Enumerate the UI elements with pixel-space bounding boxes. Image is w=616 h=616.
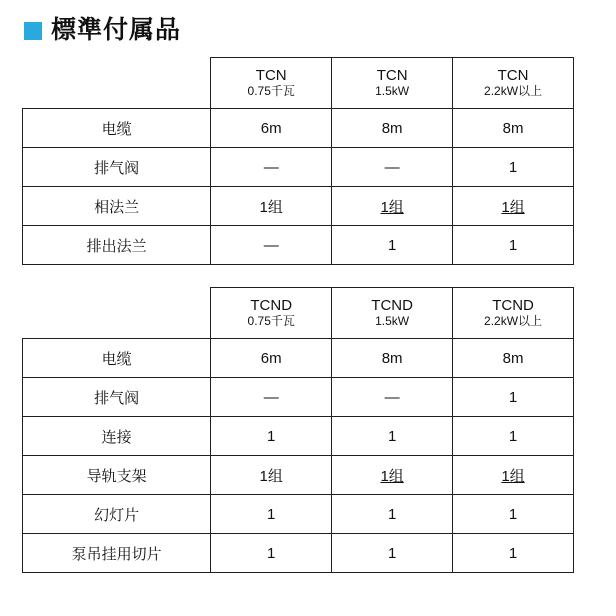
row-value: 8m (332, 339, 453, 378)
header-model-name: TCND (492, 297, 534, 315)
row-value: — (211, 226, 332, 265)
row-label: 导轨支架 (23, 456, 211, 495)
header-model-name: TCND (250, 297, 293, 315)
heading-text: 標準付属品 (51, 16, 182, 44)
row-label: 排出法兰 (23, 226, 211, 265)
row-value: 1 (211, 534, 332, 573)
header-model-name: TCN (376, 67, 408, 85)
row-label: 排气阀 (23, 148, 211, 187)
header-model-cell (453, 288, 574, 339)
row-value: 1组 (332, 456, 453, 495)
table-header-row (23, 58, 574, 109)
row-label: 电缆 (23, 339, 211, 378)
row-value: 6m (211, 109, 332, 148)
row-value: — (332, 378, 453, 417)
table-row (23, 456, 574, 495)
row-value: 1组 (211, 456, 332, 495)
header-model-rating: 0.75千瓦 (247, 83, 295, 98)
tcnd-accessories-table (22, 287, 574, 573)
table-row (23, 148, 574, 187)
row-value: 1 (332, 226, 453, 265)
row-value: 1 (453, 495, 574, 534)
row-value: 8m (453, 109, 574, 148)
row-value: 1 (453, 378, 574, 417)
table-row (23, 495, 574, 534)
table-row (23, 339, 574, 378)
tcn-accessories-table (22, 57, 574, 265)
table-row (23, 534, 574, 573)
header-model-name: TCND (371, 297, 413, 315)
header-model-rating: 2.2kW以上 (484, 313, 543, 328)
table-row (23, 109, 574, 148)
row-label: 泵吊挂用切片 (23, 534, 211, 573)
row-value: 1 (332, 495, 453, 534)
row-value: 1 (453, 226, 574, 265)
table-row (23, 226, 574, 265)
header-model-name: TCN (497, 67, 529, 85)
header-model-rating: 1.5kW (375, 313, 410, 328)
table-row (23, 187, 574, 226)
row-value: 6m (211, 339, 332, 378)
table-header-row (23, 288, 574, 339)
header-model-cell (332, 58, 453, 109)
row-value: 1组 (332, 187, 453, 226)
row-label: 幻灯片 (23, 495, 211, 534)
table-row (23, 417, 574, 456)
row-value: 1 (453, 148, 574, 187)
header-model-cell (211, 58, 332, 109)
heading-marker-icon (24, 22, 42, 40)
table-row (23, 378, 574, 417)
row-value: 1 (211, 495, 332, 534)
row-label: 排气阀 (23, 378, 211, 417)
row-value: 1组 (211, 187, 332, 226)
page-title (24, 18, 594, 43)
row-label: 相法兰 (23, 187, 211, 226)
row-value: 1组 (453, 456, 574, 495)
row-label: 连接 (23, 417, 211, 456)
row-value: 1 (211, 417, 332, 456)
header-model-cell (211, 288, 332, 339)
header-blank-cell (23, 288, 211, 339)
row-value: 1 (332, 417, 453, 456)
row-value: 8m (332, 109, 453, 148)
header-model-rating: 0.75千瓦 (247, 313, 295, 328)
header-blank-cell (23, 58, 211, 109)
header-model-name: TCN (255, 67, 287, 85)
row-value: — (332, 148, 453, 187)
header-model-rating: 1.5kW (375, 83, 410, 98)
row-value: 1 (332, 534, 453, 573)
row-value: — (211, 148, 332, 187)
row-value: — (211, 378, 332, 417)
row-value: 8m (453, 339, 574, 378)
header-model-cell (332, 288, 453, 339)
row-label: 电缆 (23, 109, 211, 148)
row-value: 1 (453, 417, 574, 456)
row-value: 1 (453, 534, 574, 573)
row-value: 1组 (453, 187, 574, 226)
header-model-cell (453, 58, 574, 109)
header-model-rating: 2.2kW以上 (484, 83, 543, 98)
